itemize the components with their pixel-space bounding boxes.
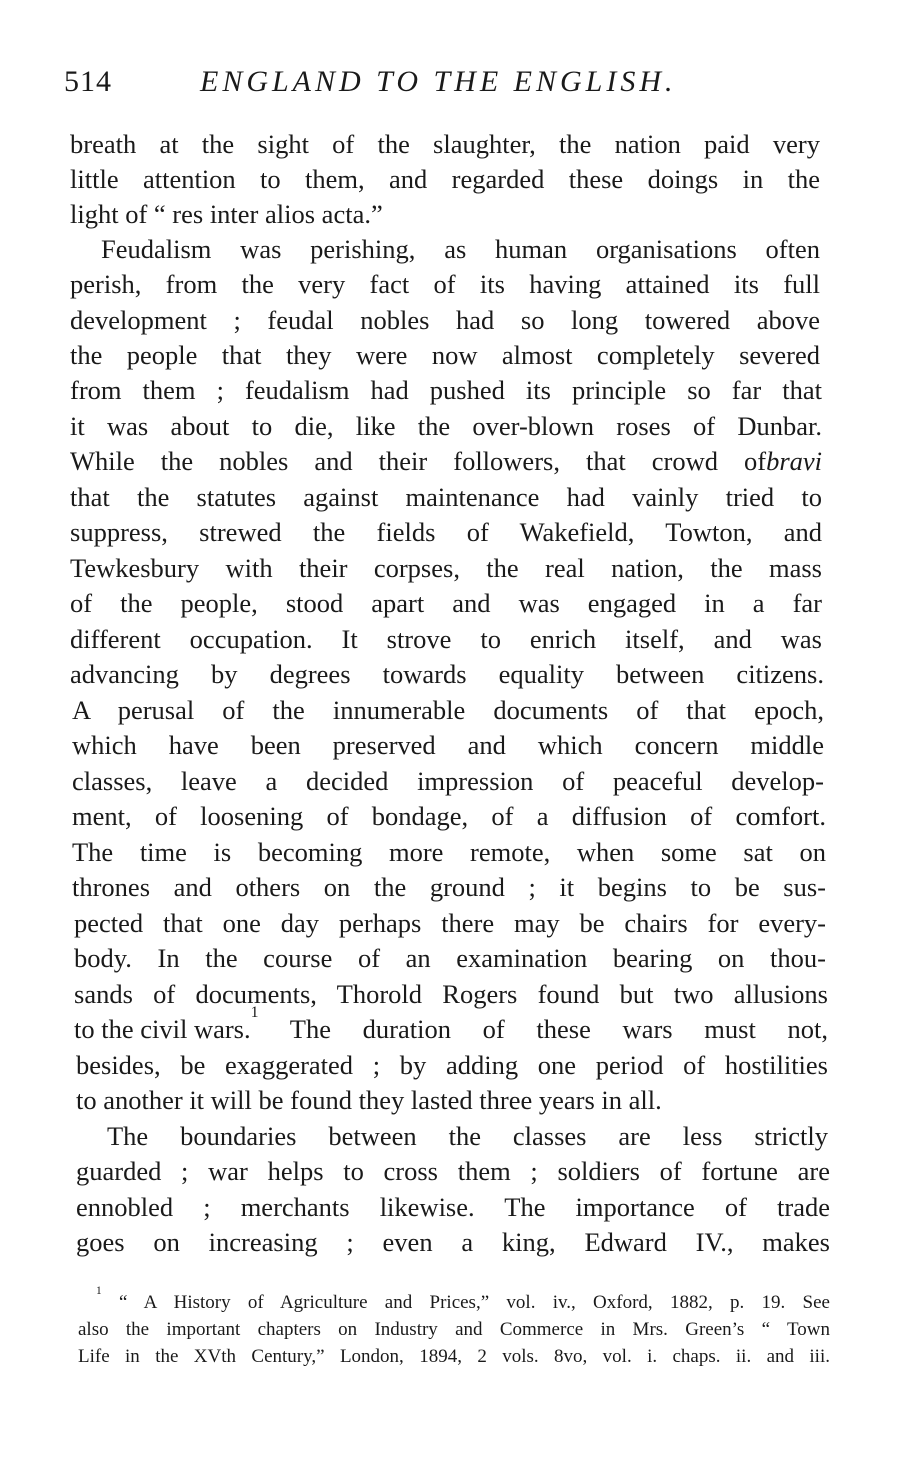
text-line: of the people, stood apart and was engaged in a far [70, 588, 822, 618]
text-line: which have been preserved and which concern middle [72, 730, 824, 760]
text-line [70, 445, 822, 477]
text-line: perish, from the very fact of its having attained its full [70, 269, 820, 299]
text-line: that the statutes against maintenance had vainly tried to [70, 482, 822, 512]
text-line: The time is becoming more remote, when some sat on [72, 837, 826, 867]
paragraph-start-line: The boundaries between the classes are less strictly [107, 1121, 828, 1151]
text-line: development ; feudal nobles had so long towered above [70, 305, 820, 335]
running-title: ENGLAND TO THE ENGLISH. [200, 65, 677, 98]
text-line: guarded ; war helps to cross them ; soldiers of fortune are [76, 1156, 830, 1186]
footnote-marker: 1 [250, 1004, 259, 1021]
text-line: besides, be exaggerated ; by adding one period of hostilities [76, 1050, 828, 1080]
text-line: Tewkesbury with their corpses, the real nation, the mass [70, 553, 822, 583]
footnote-line [96, 1285, 830, 1315]
text-line: light of “ res inter alios acta.” [70, 199, 383, 229]
text-line: little attention to them, and regarded these doings in the [70, 164, 820, 194]
text-line: thrones and others on the ground ; it begins to be sus- [72, 872, 826, 902]
text-line: classes, leave a decided impression of peaceful develop- [72, 766, 824, 796]
text-line: goes on increasing ; even a king, Edward IV., makes [76, 1227, 830, 1257]
page-number: 514 [64, 65, 112, 98]
text-line: to another it will be found they lasted three years in all. [76, 1085, 662, 1115]
text-segment: to the civil wars. [74, 1014, 251, 1044]
text-line: A perusal of the innumerable documents of that epoch, [72, 695, 824, 725]
text-line: sands of documents, Thorold Rogers found but two allusions [74, 979, 828, 1009]
text-line: pected that one day perhaps there may be chairs for every- [74, 908, 826, 938]
footnote-line: Life in the XVth Century,” London, 1894, 2 vols. 8vo, vol. i. chaps. ii. and iii. [78, 1346, 830, 1367]
footnote-line: also the important chapters on Industry and Commerce in Mrs. Green’s “ Town [78, 1319, 830, 1340]
text-segment: The duration of these wars must not, [258, 1014, 828, 1044]
running-head [64, 62, 764, 102]
text-line: it was about to die, like the over-blown roses of Dunbar. [70, 411, 822, 441]
text-line [74, 1004, 828, 1045]
text-line: from them ; feudalism had pushed its principle so far that [70, 375, 822, 405]
text-line: body. In the course of an examination bearing on thou- [74, 943, 826, 973]
text-line: the people that they were now almost completely severed [70, 340, 820, 370]
text-line: different occupation. It strove to enrich itself, and was [70, 624, 822, 654]
paragraph-start-line: Feudalism was perishing, as human organisations often [101, 234, 820, 264]
text-line: breath at the sight of the slaughter, the nation paid very [70, 129, 820, 159]
footnote-number: 1 [96, 1285, 102, 1297]
footnote-text: “ A History of Agriculture and Prices,” vol. iv., Oxford, 1882, p. 19. See [101, 1292, 830, 1313]
italic-word: bravi [766, 446, 822, 476]
text-line: ment, of loosening of bondage, of a diffusion of comfort. [72, 801, 826, 831]
text-line: ennobled ; merchants likewise. The importance of trade [76, 1192, 830, 1222]
text-segment: While the nobles and their followers, that crowd of [70, 446, 767, 476]
text-line: suppress, strewed the fields of Wakefield, Towton, and [70, 517, 822, 547]
text-line: advancing by degrees towards equality between citizens. [70, 659, 824, 689]
